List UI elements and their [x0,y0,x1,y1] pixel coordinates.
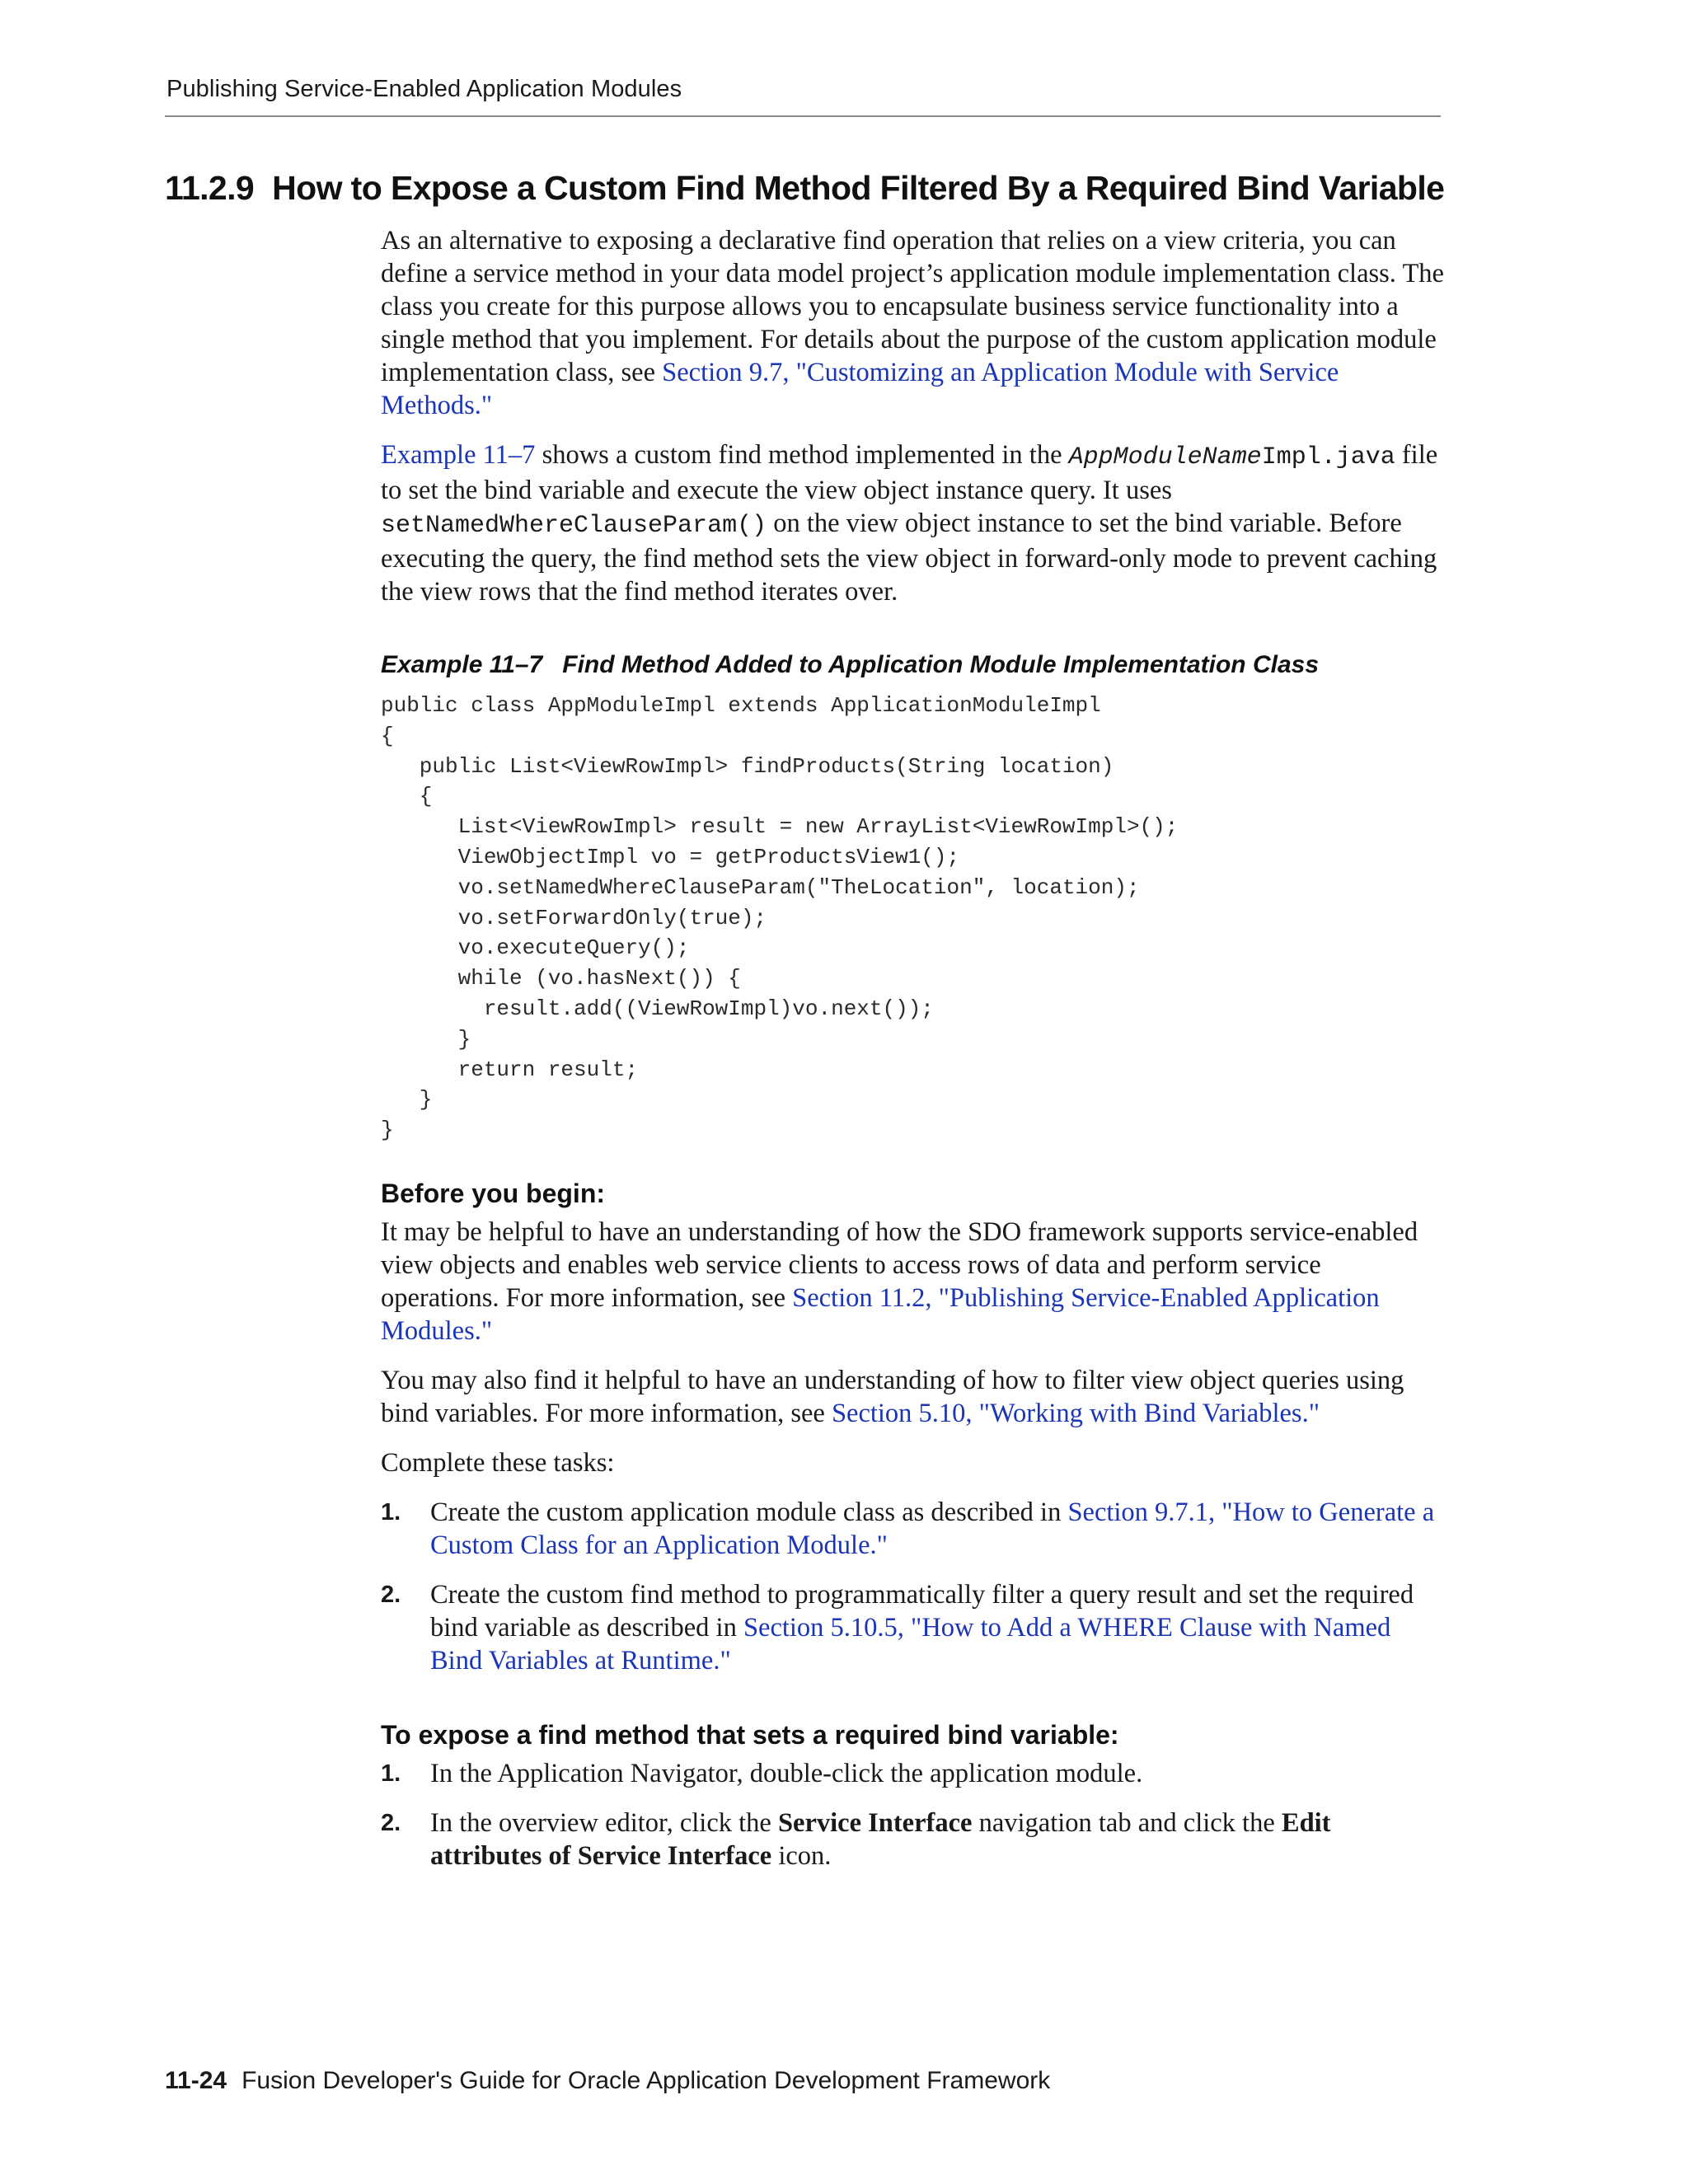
page-number: 11-24 [165,2067,227,2094]
before-p2-text: You may also find it helpful to have an understanding of how to filter view object queries using bind variables. For more information, see [381,1365,1404,1428]
example-caption [381,651,1444,679]
task-list [381,1496,1444,1677]
link-section-11-2[interactable]: Section 11.2, "Publishing Service-Enabled Application Modules." [381,1282,1380,1346]
intro-p2-text-b: file to set the bind variable and execute the view object instance query. It uses [381,440,1438,505]
procedure-step-2 [381,1807,1444,1872]
link-section-9-7[interactable]: Section 9.7, "Customizing an Application Module with Service Methods." [381,358,1339,420]
intro-paragraph-1 [381,224,1444,422]
header-divider [165,115,1441,117]
example-title: Find Method Added to Application Module Implementation Class [562,651,1320,678]
code-impl-java: Impl.java [1261,443,1395,471]
intro-p1-text: As an alternative to exposing a declarative find operation that relies on a view criteria, you can define a service method in your data model project’s application module implementation class. The class you create for this purpose allows you to encapsulate business service functionality into a single method that you implement. For details about the purpose of the custom application module implementation class, see [381,226,1444,387]
before-p1-text: It may be helpful to have an understanding of how the SDO framework supports service-enabled view objects and enables web service clients to access rows of data and perform service operations. For more information, see [381,1216,1418,1313]
section-number: 11.2.9 [165,169,255,207]
before-you-begin-heading: Before you begin: [381,1178,606,1208]
intro-p2-text-c: on the view object instance to set the bind variable. Before executing the query, the find method sets the view object in forward-only mode to prevent caching the view rows that the find method iterates over. [381,509,1437,607]
book-title: Fusion Developer's Guide for Oracle Application Development Framework [241,2067,1051,2094]
ui-term-service-interface: Service Interface [777,1807,973,1838]
link-example-11-7[interactable]: Example 11–7 [381,440,536,470]
intro-p2-text-a: shows a custom find method implemented in the [535,440,1069,470]
link-section-5-10[interactable]: Section 5.10, "Working with Bind Variables." [831,1398,1320,1428]
task-text: Create the custom application module class as described in [430,1497,1068,1527]
before-paragraph-1 [381,1216,1444,1347]
ui-term-edit-attributes: Edit attributes of Service Interface [430,1807,1331,1871]
running-header: Publishing Service-Enabled Application Modules [166,76,682,102]
step-number: 1. [381,1760,401,1787]
step-text-b: navigation tab and click the [972,1807,1282,1838]
page-footer [165,2067,1050,2095]
before-paragraph-3: Complete these tasks: [381,1447,615,1478]
link-section-5-10-5[interactable]: Section 5.10.5, "How to Add a WHERE Clause with Named Bind Variables at Runtime." [430,1612,1391,1675]
intro-paragraph-2 [381,438,1444,608]
task-text: Create the custom find method to programmatically filter a query result and set the required bind variable as described in [430,1579,1414,1643]
procedure-steps [381,1757,1444,1872]
before-paragraph-2 [381,1364,1444,1430]
step-text-a: In the overview editor, click the [430,1807,778,1838]
task-number: 2. [381,1581,401,1608]
code-appmodulename: AppModuleName [1068,443,1262,471]
procedure-step-1 [381,1757,1444,1790]
example-label: Example 11–7 [381,651,543,678]
section-title [165,169,1444,208]
code-listing: public class AppModuleImpl extends ApplicationModuleImpl { public List<ViewRowImpl> findProducts(String location) { List<ViewRowImpl> result = new ArrayList<ViewRowImpl>(); ViewObjectImpl vo = getProductsView1(); vo.setNamedWhereClauseParam("TheLocation", location); vo.setForwardOnly(true); vo.executeQuery(); while (vo.hasNext()) { result.add((ViewRowImpl)vo.next()); } return result; } } [381,693,1179,1143]
task-number: 1. [381,1498,401,1526]
procedure-heading: To expose a find method that sets a required bind variable: [381,1719,1119,1750]
code-setnamedwhereclauseparam: setNamedWhereClauseParam() [381,512,767,540]
step-number: 2. [381,1809,401,1836]
step-text: In the Application Navigator, double-click the application module. [430,1758,1143,1788]
step-text-c: icon. [771,1840,832,1871]
section-title-text: How to Expose a Custom Find Method Filtered By a Required Bind Variable [272,169,1445,207]
task-item-2 [381,1578,1444,1677]
task-item-1 [381,1496,1444,1562]
link-section-9-7-1[interactable]: Section 9.7.1, "How to Generate a Custom Class for an Application Module." [430,1497,1435,1560]
main-content [381,224,1444,1889]
